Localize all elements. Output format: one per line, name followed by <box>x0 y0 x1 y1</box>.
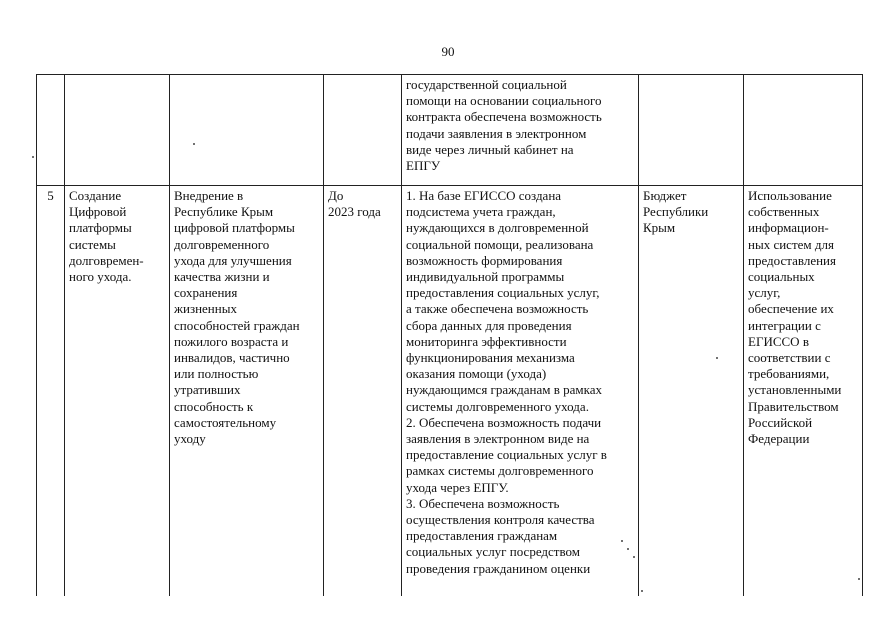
scan-speck <box>716 357 718 359</box>
deadline-cell <box>324 75 402 186</box>
deadline-cell <box>324 186 402 597</box>
scan-speck <box>641 590 643 592</box>
table-row-continued <box>37 75 863 186</box>
measure-notes: Использование собственных информацион- ных систем для предоставления социальных услуг, обеспечение их интеграции с ЕГИССО в соответствии с требованиями, установленными Правительством Российской Федерации <box>748 188 842 447</box>
result-cell <box>402 75 639 186</box>
result-cell <box>402 186 639 597</box>
measures-table <box>36 74 863 596</box>
scan-speck <box>627 548 629 550</box>
scan-speck <box>193 143 195 145</box>
table-row <box>37 186 863 597</box>
measure-name: Создание Цифровой платформы системы долговремен- ного ухода. <box>69 188 144 285</box>
measure-funding: Бюджет Республики Крым <box>643 188 709 236</box>
number-cell <box>37 186 65 597</box>
result-text: государственной социальной помощи на основании социального контракта обеспечена возможность подачи заявления в электронном виде через личный кабинет на ЕПГУ <box>406 77 602 174</box>
measure-result: 1. На базе ЕГИССО создана подсистема учета граждан, нуждающихся в долговременной социальной помощи, реализована возможность формирования индивидуальной программы предоставления социальных услуг, а также обеспечена возможность сбора данных для проведения мониторинга эффективности функционирования механизма оказания помощи (ухода) нуждающимся гражданам в рамках системы долговременного ухода. 2. Обеспечена возможность подачи заявления в электронном виде на предоставление социальных услуг в рамках системы долговременного ухода через ЕПГУ. 3. Обеспечена возможность осуществления контроля качества предоставления гражданам социальных услуг посредством проведения гражданином оценки <box>406 188 607 576</box>
scan-speck <box>621 540 623 542</box>
description-cell <box>170 186 324 597</box>
row-number: 5 <box>47 188 54 203</box>
measure-deadline: До 2023 года <box>328 188 381 220</box>
page-number: 90 <box>441 44 455 59</box>
scan-speck <box>32 156 34 158</box>
number-cell <box>37 75 65 186</box>
name-cell <box>65 75 170 186</box>
funding-cell <box>639 75 744 186</box>
measure-description: Внедрение в Республике Крым цифровой платформы долговременного ухода для улучшения качества жизни и сохранения жизненных способностей граждан пожилого возраста и инвалидов, частично или полностью утративших способность к самостоятельному уходу <box>174 188 300 447</box>
name-cell <box>65 186 170 597</box>
description-cell <box>170 75 324 186</box>
notes-cell <box>744 186 863 597</box>
notes-cell <box>744 75 863 186</box>
scan-speck <box>858 578 860 580</box>
scan-speck <box>633 556 635 558</box>
funding-cell <box>639 186 744 597</box>
